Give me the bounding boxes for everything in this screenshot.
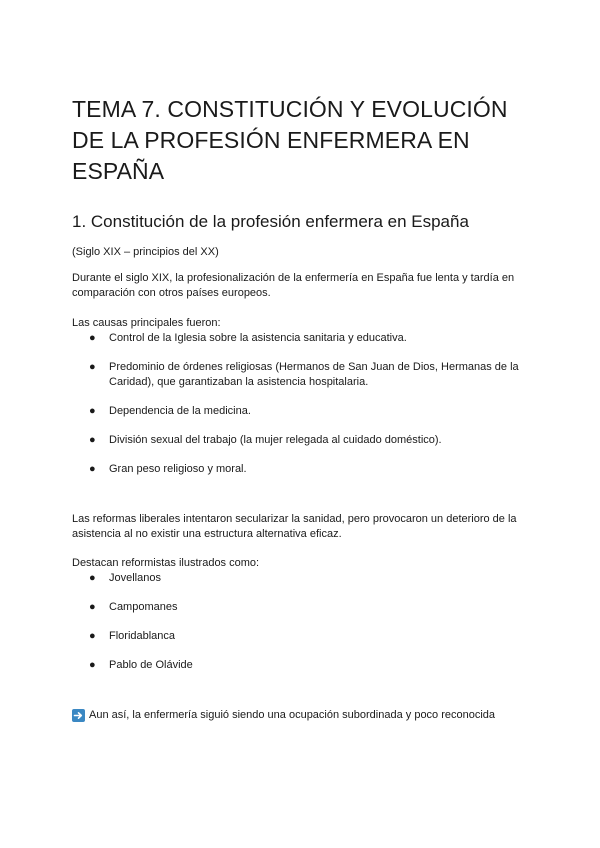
document-title: TEMA 7. CONSTITUCIÓN Y EVOLUCIÓN DE LA PROFESIÓN ENFERMERA EN ESPAÑA xyxy=(72,96,508,184)
right-arrow-icon xyxy=(72,709,85,722)
bullet-icon: ● xyxy=(89,405,96,417)
list-item xyxy=(72,360,532,390)
reformists-list xyxy=(72,571,532,673)
list-item-text: Dependencia de la medicina. xyxy=(109,405,251,417)
list-item xyxy=(72,404,532,419)
list-item xyxy=(72,462,532,477)
list-item-text: Floridablanca xyxy=(109,630,176,642)
intro-paragraph: Durante el siglo XIX, la profesionalización de la enfermería en España fue lenta y tardía en comparación con otros países europeos. xyxy=(72,272,515,299)
list-item-text: Control de la Iglesia sobre la asistencia sanitaria y educativa. xyxy=(109,332,407,344)
list-item-text: Gran peso religioso y moral. xyxy=(109,463,247,475)
bullet-icon: ● xyxy=(89,332,96,344)
list-item xyxy=(72,331,532,346)
bullet-icon: ● xyxy=(89,361,96,373)
reformists-lead: Destacan reformistas ilustrados como: xyxy=(72,557,260,569)
list-item xyxy=(72,658,532,673)
closing-text: Aun así, la enfermería siguió siendo una ocupación subordinada y poco reconocida xyxy=(89,709,496,721)
list-item xyxy=(72,629,532,644)
bullet-icon: ● xyxy=(89,630,96,642)
list-item xyxy=(72,600,532,615)
list-item-text: Predominio de órdenes religiosas (Hermanos de San Juan de Dios, Hermanas de la Caridad), que garantizaban la asistencia hospitalaria. xyxy=(109,361,519,388)
list-item-text: Pablo de Olávide xyxy=(109,659,193,671)
bullet-icon: ● xyxy=(89,659,96,671)
reform-paragraph: Las reformas liberales intentaron secularizar la sanidad, pero provocaron un deterioro de la asistencia al no existir una estructura alternativa eficaz. xyxy=(72,513,517,540)
bullet-icon: ● xyxy=(89,463,96,475)
list-item xyxy=(72,433,532,448)
section-heading: 1. Constitución de la profesión enfermera en España xyxy=(72,212,469,231)
list-item-text: Jovellanos xyxy=(109,572,161,584)
section-subtitle: (Siglo XIX – principios del XX) xyxy=(72,246,219,258)
list-item-text: División sexual del trabajo (la mujer relegada al cuidado doméstico). xyxy=(109,434,442,446)
causes-lead: Las causas principales fueron: xyxy=(72,317,221,329)
bullet-icon: ● xyxy=(89,601,96,613)
list-item-text: Campomanes xyxy=(109,601,178,613)
list-item xyxy=(72,571,532,586)
document-page xyxy=(72,94,532,723)
bullet-icon: ● xyxy=(89,434,96,446)
bullet-icon: ● xyxy=(89,572,96,584)
causes-list xyxy=(72,331,532,477)
closing-paragraph xyxy=(72,708,532,723)
